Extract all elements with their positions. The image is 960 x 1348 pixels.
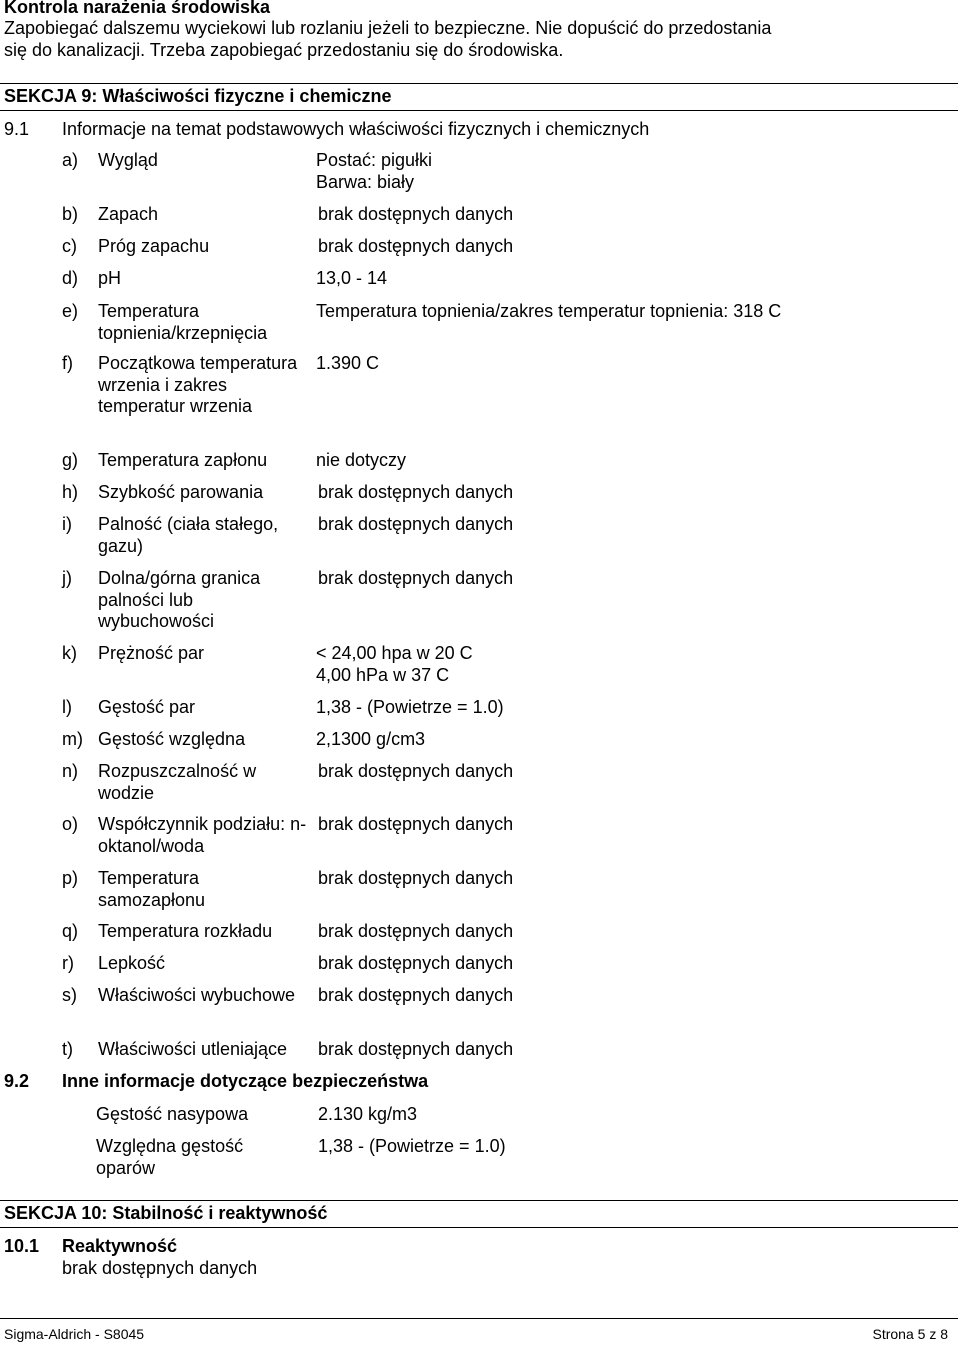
other-info-name: Gęstość nasypowa [96, 1104, 249, 1124]
property-value: 2,1300 g/cm3 [316, 729, 426, 749]
property-key: j) [62, 568, 72, 588]
property-value: Postać: pigułki [316, 150, 433, 170]
footer-left: Sigma-Aldrich - S8045 [4, 1326, 145, 1342]
property-value-line2: Barwa: biały [316, 171, 415, 192]
property-name: Zapach [98, 204, 159, 224]
property-key: n) [62, 761, 79, 781]
other-info-name: Względna gęstość oparów [96, 1136, 244, 1178]
property-name: Współczynnik podziału: n-oktanol/woda [98, 814, 307, 856]
property-value: nie dotyczy [316, 450, 407, 470]
property-value: brak dostępnych danych [318, 814, 514, 834]
property-key: b) [62, 204, 79, 224]
property-name: Temperatura rozkładu [98, 921, 273, 941]
property-key: r) [62, 953, 74, 973]
subsection-9-2-title: Inne informacje dotyczące bezpieczeństwa [62, 1071, 429, 1091]
env-control-text-line2: się do kanalizacji. Trzeba zapobiegać przedostaniu się do środowiska. [4, 40, 564, 60]
property-name: Gęstość względna [98, 729, 246, 749]
property-key: s) [62, 985, 77, 1005]
property-key: o) [62, 814, 79, 834]
property-value: brak dostępnych danych [318, 985, 514, 1005]
env-control-text-line1: Zapobiegać dalszemu wyciekowi lub rozlaniu jeżeli to bezpieczne. Nie dopuścić do przedostania [4, 18, 772, 38]
property-value: brak dostępnych danych [318, 1039, 514, 1059]
property-value: brak dostępnych danych [318, 482, 514, 502]
subsection-9-2-number: 9.2 [4, 1071, 30, 1091]
property-key: q) [62, 921, 79, 941]
property-key: a) [62, 150, 79, 170]
footer-page-number: Strona 5 z 8 [872, 1326, 948, 1342]
property-name: Wygląd [98, 150, 158, 170]
property-value: brak dostępnych danych [318, 868, 514, 888]
property-key: i) [62, 514, 72, 534]
property-name: Początkowa temperatura wrzenia i zakres temperatur wrzenia [98, 353, 298, 416]
property-value: < 24,00 hpa w 20 C [316, 643, 473, 663]
property-value: 13,0 - 14 [316, 268, 388, 288]
property-key: t) [62, 1039, 73, 1059]
property-name: Palność (ciała stałego, gazu) [98, 514, 279, 556]
property-name: Szybkość parowania [98, 482, 264, 502]
property-name: Właściwości utleniające [98, 1039, 288, 1059]
footer-rule [0, 1318, 958, 1319]
property-key: l) [62, 697, 72, 717]
property-name: Gęstość par [98, 697, 196, 717]
property-key: p) [62, 868, 79, 888]
property-name: Lepkość [98, 953, 166, 973]
property-name: Próg zapachu [98, 236, 210, 256]
property-value: brak dostępnych danych [318, 236, 514, 256]
property-value: brak dostępnych danych [318, 568, 514, 588]
property-value-line2: 4,00 hPa w 37 C [316, 664, 450, 685]
property-key: k) [62, 643, 77, 663]
property-value: brak dostępnych danych [318, 514, 514, 534]
property-name: Prężność par [98, 643, 205, 663]
property-key: m) [62, 729, 83, 749]
property-key: f) [62, 353, 73, 373]
section-9-title: SEKCJA 9: Właściwości fizyczne i chemiczne [4, 86, 392, 106]
env-control-title: Kontrola narażenia środowiska [4, 0, 271, 17]
property-name: Właściwości wybuchowe [98, 985, 296, 1005]
property-value: brak dostępnych danych [318, 921, 514, 941]
property-name: pH [98, 268, 122, 288]
section-10-rule [0, 1200, 958, 1201]
section-9-rule [0, 83, 958, 84]
property-key: d) [62, 268, 79, 288]
other-info-value: 1,38 - (Powietrze = 1.0) [318, 1136, 506, 1156]
property-name: Rozpuszczalność w wodzie [98, 761, 257, 803]
section-10-title: SEKCJA 10: Stabilność i reaktywność [4, 1203, 328, 1223]
property-name: Temperatura samozapłonu [98, 868, 206, 910]
subsection-9-1-number: 9.1 [4, 119, 30, 139]
property-key: c) [62, 236, 77, 256]
property-name: Temperatura zapłonu [98, 450, 268, 470]
subsection-10-1-number: 10.1 [4, 1236, 40, 1256]
property-key: h) [62, 482, 79, 502]
property-name: Temperatura topnienia/krzepnięcia [98, 301, 268, 343]
subsection-10-1-title: Reaktywność [62, 1236, 178, 1256]
property-name: Dolna/górna granica palności lub wybuchowości [98, 568, 261, 631]
property-value: Temperatura topnienia/zakres temperatur topnienia: 318 C [316, 301, 782, 321]
property-value: brak dostępnych danych [318, 761, 514, 781]
section-9-rule-bottom [0, 110, 958, 111]
property-value: brak dostępnych danych [318, 204, 514, 224]
property-value: brak dostępnych danych [318, 953, 514, 973]
property-value: 1,38 - (Powietrze = 1.0) [316, 697, 504, 717]
section-10-rule-bottom [0, 1227, 958, 1228]
subsection-10-1-text: brak dostępnych danych [62, 1258, 258, 1278]
property-key: g) [62, 450, 79, 470]
property-key: e) [62, 301, 79, 321]
other-info-value: 2.130 kg/m3 [318, 1104, 418, 1124]
property-value: 1.390 C [316, 353, 380, 373]
subsection-9-1-title: Informacje na temat podstawowych właściwości fizycznych i chemicznych [62, 119, 650, 139]
